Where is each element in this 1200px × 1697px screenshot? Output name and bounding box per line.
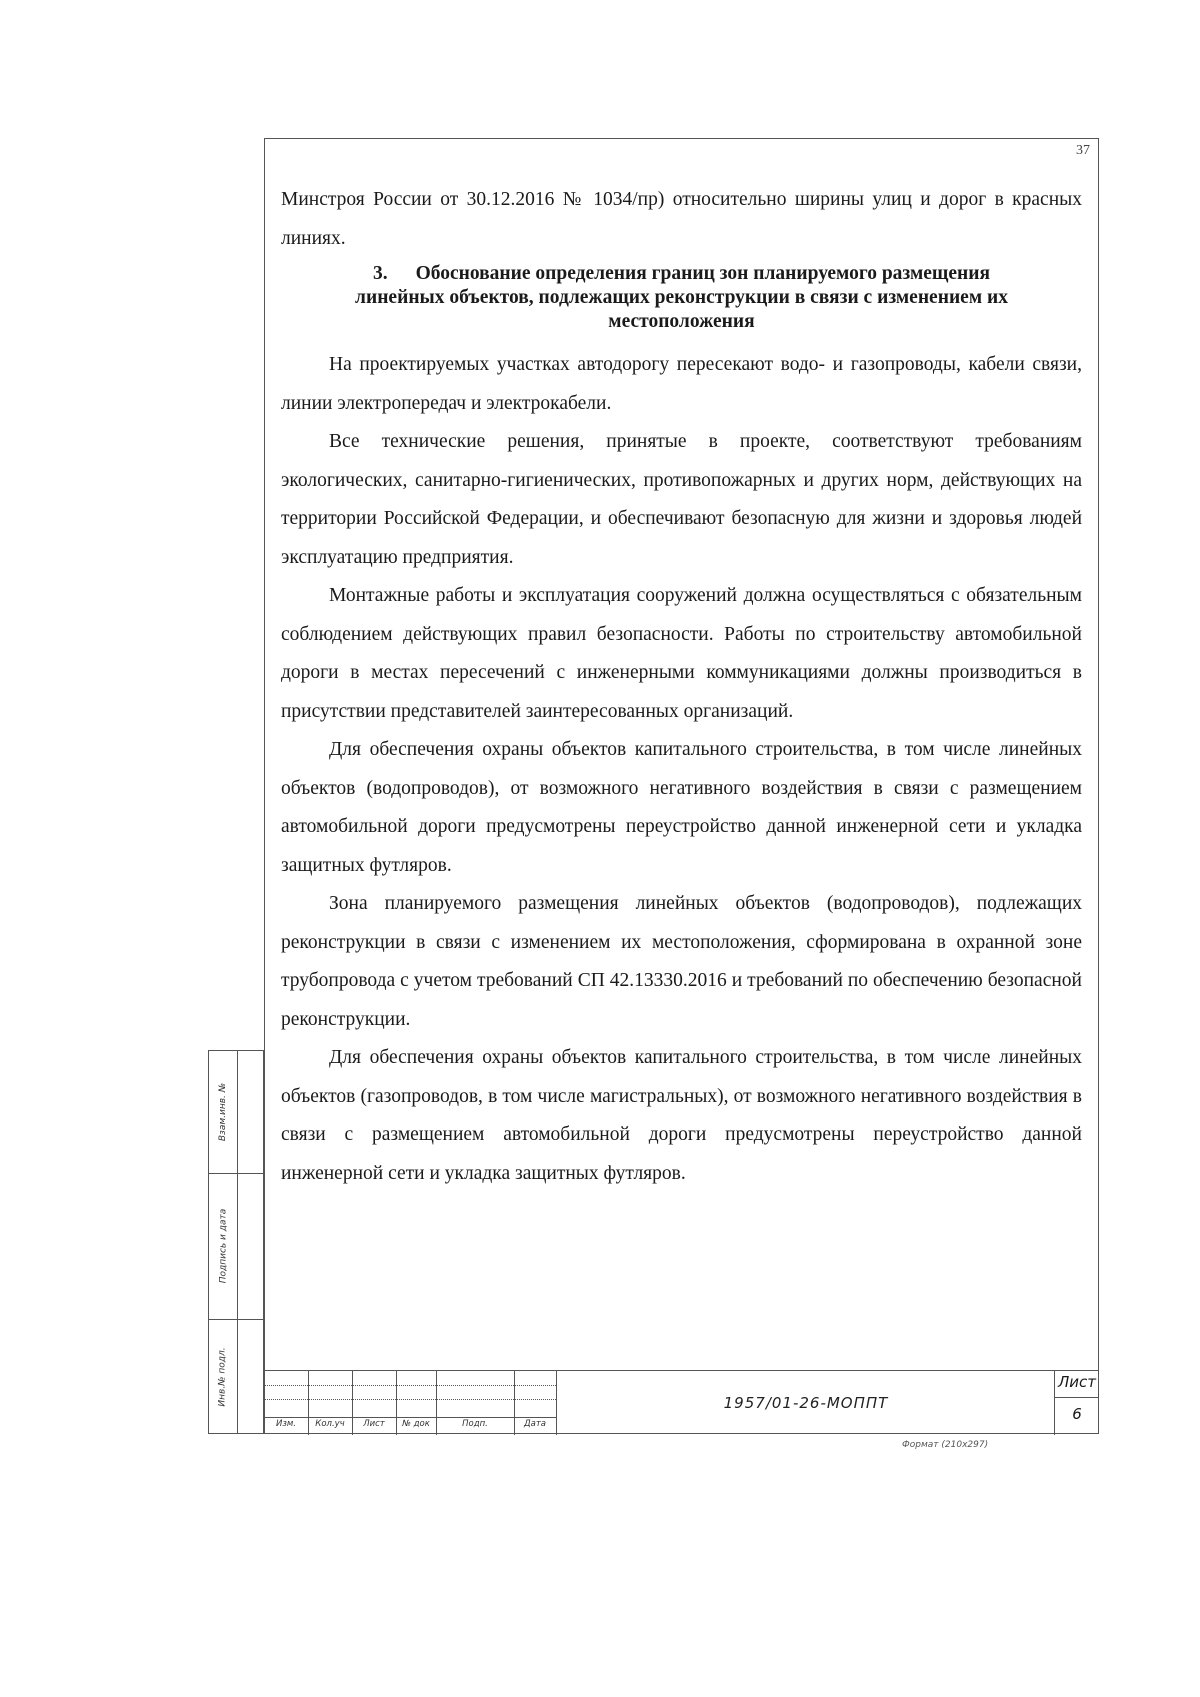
paragraph: Зона планируемого размещения линейных объектов (водопроводов), подлежащих реконструкции в связи с изменением их местоположения, сформирована в охранной зоне трубопровода с учетом требований СП 42.13330.2016 и требований по обеспечению безопасной реконструкции. (281, 893, 1082, 1030)
side-stamp-divider (237, 1051, 238, 1433)
column-label-date: Дата (523, 1419, 546, 1429)
paragraph: На проектируемых участках автодорогу пересекают водо- и газопроводы, кабели связи, линии электропередач и электрокабели. (281, 354, 1082, 414)
section-title-line1: Обоснование определения границ зон планируемого размещения (415, 263, 991, 284)
paragraph: Для обеспечения охраны объектов капитального строительства, в том числе линейных объектов (водопроводов), от возможного негативного воздействия в связи с размещением автомобильной дороги предусмотрены переустройство данной инженерной сети и укладка защитных футляров. (281, 739, 1082, 876)
side-label-signature-date: Подпись и дата (218, 1208, 228, 1284)
sheet-label: Лист (1057, 1373, 1096, 1391)
page-frame (264, 138, 1099, 1434)
paragraph: Все технические решения, принятые в проекте, соответствуют требованиям экологических, санитарно-гигиенических, противопожарных и других норм, действующих на территории Российской Федерации, и обеспечивают безопасную для жизни и здоровья людей эксплуатацию предприятия. (281, 431, 1082, 568)
document-code: 1957/01-26-МОППТ (556, 1371, 1055, 1435)
sheet-box (1054, 1371, 1099, 1435)
side-stamp (208, 1050, 264, 1434)
column-label-sheet: Лист (363, 1419, 385, 1429)
column-label-signature: Подп. (462, 1419, 488, 1429)
paragraph: Для обеспечения охраны объектов капитального строительства, в том числе линейных объектов (газопроводов, в том числе магистральных), от возможного негативного воздействия в связи с размещением автомобильной дороги предусмотрены переустройство данной инженерной сети и укладка защитных футляров. (281, 1047, 1082, 1184)
paragraph-continuation: Минстроя России от 30.12.2016 № 1034/пр) относительно ширины улиц и дорог в красных линиях. (281, 189, 1082, 249)
section-title-line2: линейных объектов, подлежащих реконструкции в связи с изменением их (355, 287, 1008, 308)
section-title-line3: местоположения (608, 311, 755, 332)
side-label-original-inv: Инв.№ подл. (218, 1347, 229, 1407)
paragraph: Монтажные работы и эксплуатация сооружений должна осуществляться с обязательным соблюдением действующих правил безопасности. Работы по строительству автомобильной дороги в местах пересечений с инженерными коммуникациями должны производиться в присутствии представителей заинтересованных организаций. (281, 585, 1082, 722)
format-note: Формат (210х297) (902, 1440, 989, 1450)
sheet-divider (1055, 1397, 1099, 1398)
sheet-number: 6 (1072, 1405, 1082, 1423)
column-label-change: Изм. (276, 1419, 296, 1429)
side-label-replacement-inv: Взам.инв. № (218, 1082, 228, 1142)
column-label-doc-number: № док (402, 1419, 430, 1429)
column-label-qty: Кол.уч (315, 1419, 345, 1429)
section-number: 3. (372, 263, 388, 284)
title-block-grid (264, 1371, 556, 1435)
page-corner-number: 37 (1076, 143, 1090, 158)
document-body (281, 181, 1082, 1193)
title-block (264, 1370, 1099, 1434)
section-heading (281, 262, 1082, 334)
